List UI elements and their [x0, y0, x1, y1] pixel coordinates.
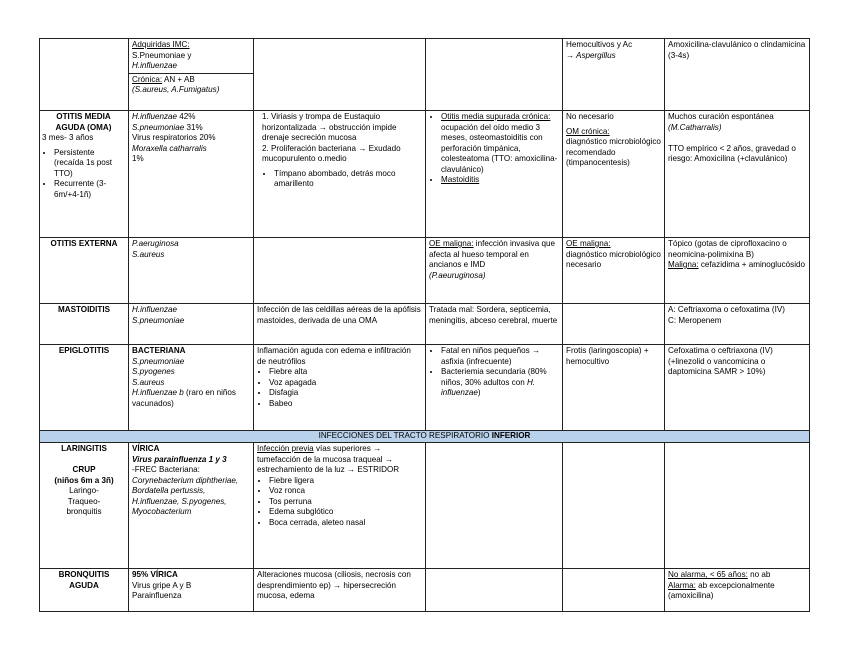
agent-cell: P.aeruginosa S.aureus [129, 238, 254, 304]
disease-cell [40, 39, 129, 111]
pathogenesis-cell [254, 39, 426, 111]
table-row [40, 304, 810, 345]
pathogenesis-cell: 1. Viriasis y trompa de Eustaquio horizontalizada → obstrucción impide drenaje secreción mucosa 2. Proliferación bacteriana → Exudado mucopurulento o.medio • Tímpano abombado, detrás moco amarillento [254, 111, 426, 238]
treatment-cell: Tópico (gotas de ciprofloxacino o neomicina-polimixina B) Maligna: cefazidima + aminoglucósido [665, 238, 810, 304]
treatment-cell: Muchos curación espontánea (M.Catharralis) TTO empírico < 2 años, gravedad o riesgo: Amoxicilina (+clavulánico) [665, 111, 810, 238]
list-item: • Fatal en niños pequeños → asfixia (infrecuente) [441, 346, 559, 367]
list-item: • Mastoiditis [441, 175, 559, 186]
list-item: • Edema subglótico [269, 507, 422, 518]
list-item: • Boca cerrada, aleteo nasal [269, 518, 422, 529]
treatment-cell [665, 443, 810, 569]
clinical-table-page [39, 38, 809, 612]
chronic-subcell: Crónica: AN + AB (S.aureus, A.Fumigatus) [129, 73, 253, 96]
complication-cell [426, 569, 563, 612]
diagnosis-cell: OE maligna: diagnóstico microbiológico necesario [563, 238, 665, 304]
list-item: • Fiebre ligera [269, 476, 422, 487]
agent-cell: H.influenzae S.pneumoniae [129, 304, 254, 345]
disease-cell: LARINGITIS CRUP (niños 6m a 3ñ) Laringo- Traqueo- bronquitis [40, 443, 129, 569]
diagnosis-cell [563, 443, 665, 569]
disease-cell: EPIGLOTITIS [40, 345, 129, 431]
table-row [40, 111, 810, 238]
diagnosis-cell [563, 569, 665, 612]
list-item: • Tos perruna [269, 497, 422, 508]
disease-cell: MASTOIDITIS [40, 304, 129, 345]
pathogenesis-cell: Alteraciones mucosa (ciliosis, necrosis con desprendimiento ep) → hipersecreción mucosa, edema [254, 569, 426, 612]
list-item: • Bacteriemia secundaria (80% niños, 30% adultos con H. influenzae) [441, 367, 559, 399]
diagnosis-cell [563, 304, 665, 345]
disease-cell: BRONQUITIS AGUDA [40, 569, 129, 612]
list-item: • Disfagia [269, 388, 422, 399]
list-item: • Persistente (recaída 1s post TTO) [54, 148, 125, 180]
complication-cell: OE maligna: infección invasiva que afecta al hueso temporal en ancianos e IMD (P.aeuruginosa) [426, 238, 563, 304]
section-header: INFECCIONES DEL TRACTO RESPIRATORIO INFERIOR [40, 431, 810, 443]
list-item: • Voz ronca [269, 486, 422, 497]
complication-cell [426, 443, 563, 569]
complication-cell: Tratada mal: Sordera, septicemia, meningitis, abceso cerebral, muerte [426, 304, 563, 345]
diagnosis-cell: Frotis (laringoscopia) + hemocultivo [563, 345, 665, 431]
agent-cell: 95% VÍRICA Virus gripe A y B Parainfluenza [129, 569, 254, 612]
treatment-cell: No alarma, < 65 años: no ab Alarma: ab excepcionalmente (amoxicilina) [665, 569, 810, 612]
agent-cell: H.influenzae 42% S.pneumoniae 31% Virus respiratorios 20% Moraxella catharralis 1% [129, 111, 254, 238]
treatment-cell: A: Ceftriaxoma o cefoxatima (IV) C: Meropenem [665, 304, 810, 345]
disease-cell: OTITIS MEDIA AGUDA (OMA) 3 mes- 3 años • Persistente (recaída 1s post TTO) • Recurrente (3-6m/+4-1ñ) [40, 111, 129, 238]
table-row [40, 345, 810, 431]
section-header-row [40, 431, 810, 443]
table-row [40, 569, 810, 612]
treatment-cell: Cefoxatima o ceftriaxona (IV) (+linezolid o vancomicina o daptomicina SAMR > 10%) [665, 345, 810, 431]
pathogenesis-cell: Infección de las celdillas aéreas de la apófisis mastoides, derivada de una OMA [254, 304, 426, 345]
list-item: • Fiebre alta [269, 367, 422, 378]
table-row [40, 39, 810, 111]
disease-cell: OTITIS EXTERNA [40, 238, 129, 304]
agent-cell: BACTERIANA S.pneumoniae S.pyogenes S.aureus H.influenzae b (raro en niños vacunados) [129, 345, 254, 431]
list-item: • Otitis media supurada crónica: ocupación del oído medio 3 meses, osteomastoiditis con perforación timpánica, colesteatoma (TTO: amoxicilina-clavulánico) [441, 112, 559, 175]
diagnosis-cell: No necesario OM crónica: diagnóstico microbiológico recomendado (timpanocentesis) [563, 111, 665, 238]
list-item: • Tímpano abombado, detrás moco amarillento [274, 169, 422, 190]
agent-cell: VÍRICA Virus parainfluenza 1 y 3 -FREC Bacteriana: Corynebacterium diphtheriae, Bordatella pertussis, H.influenzae, S.pyogenes, Myocobacterium [129, 443, 254, 569]
complication-cell [426, 111, 563, 238]
list-item: • Recurrente (3-6m/+4-1ñ) [54, 179, 125, 200]
treatment-cell: Amoxicilina-clavulánico o clindamicina (3-4s) [665, 39, 810, 111]
list-item: • Babeo [269, 399, 422, 410]
pathogenesis-cell [254, 238, 426, 304]
pathogenesis-cell: Inflamación aguda con edema e infiltración de neutrófilos • Fiebre alta • Voz apagada • Disfagia • Babeo [254, 345, 426, 431]
diagnosis-cell: Hemocultivos y Ac → Aspergillus [563, 39, 665, 111]
complication-cell [426, 39, 563, 111]
list-item: • Voz apagada [269, 378, 422, 389]
infections-table [39, 38, 810, 612]
complication-cell [426, 345, 563, 431]
agent-cell: Adquiridas IMC: S.Pneumoniae y H.influenzae Crónica: AN + AB (S.aureus, A.Fumigatus) [129, 39, 254, 111]
table-row [40, 443, 810, 569]
table-row [40, 238, 810, 304]
pathogenesis-cell: Infección previa vías superiores → tumefacción de la mucosa traqueal → estrechamiento de la luz → ESTRIDOR • Fiebre ligera • Voz ronca • Tos perruna • Edema subglótico • Boca cerrada, aleteo nasal [254, 443, 426, 569]
